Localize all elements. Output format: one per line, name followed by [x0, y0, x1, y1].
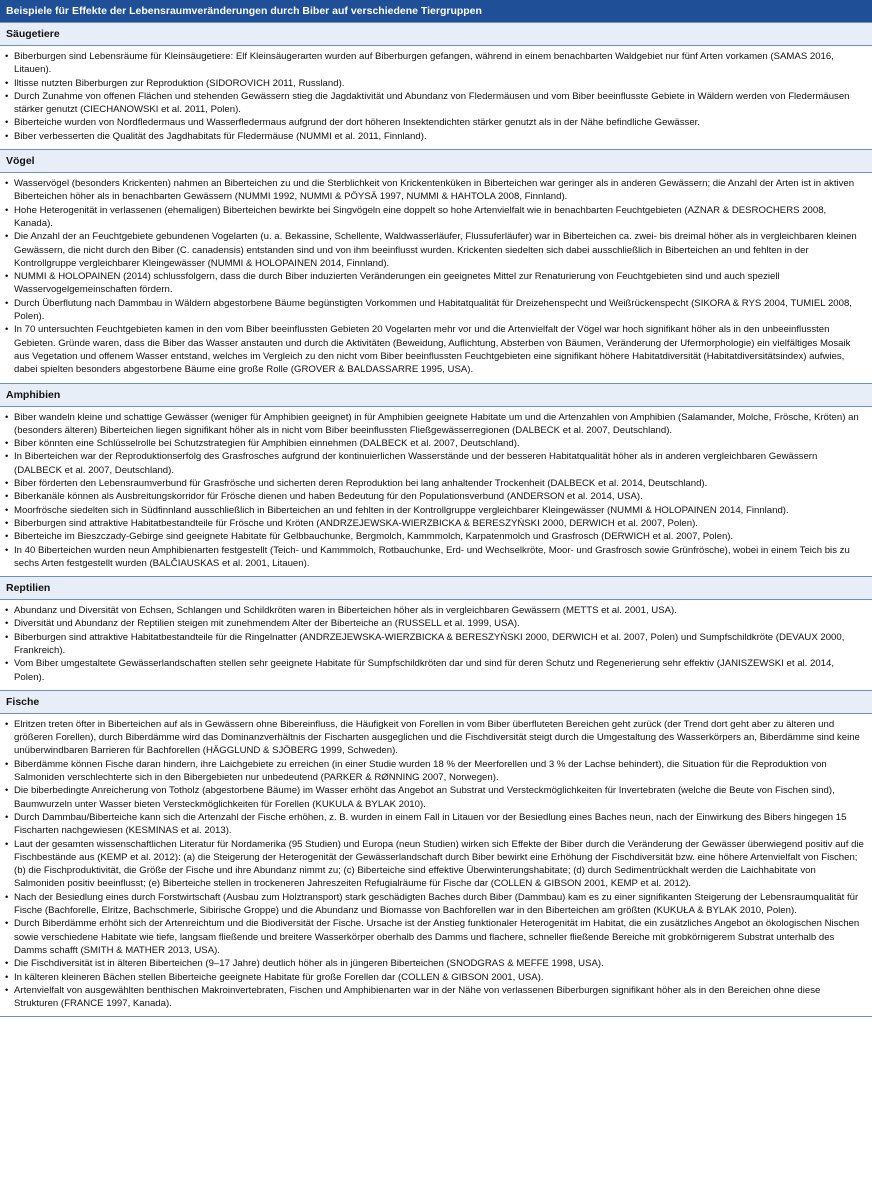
list-item: • Biberburgen sind Lebensräume für Kleinsäugetiere: Elf Kleinsäugerarten wurden auf Biberburgen gefangen, während in einem benachbarten Waldgebiet nur fünf Arten vorkamen (SAMAS 2016, Litauen).: [14, 50, 864, 77]
bullet-list: [0, 45, 872, 149]
bullet-list: [0, 172, 872, 382]
list-item: • Wasservögel (besonders Krickenten) nahmen an Biberteichen zu und die Sterblichkeit von Krickentenküken in Biberteichen war geringer als in anderen Gewässern; die Anzahl der Arten ist in aktiven Biberteichen höher als in benachbarten Gewässern (NUMMI 1992, NUMMI & PÖYSÄ 1997, NUMMI & HAHTOLA 2008, Finnland).: [14, 177, 864, 204]
bullet-list: [0, 406, 872, 577]
table-title: Beispiele für Effekte der Lebensraumveränderungen durch Biber auf verschiedene Tiergruppen: [0, 0, 872, 22]
bullet-list: [0, 713, 872, 1017]
list-item: • Biberburgen sind attraktive Habitatbestandteile für die Ringelnatter (ANDRZEJEWSKA-WIERZBICKA & BERESZYŃSKI 2000, DERWICH et al. 2007, Polen) und Sumpfschildkröte (DEVAUX 2000, Frankreich).: [14, 631, 864, 658]
bullet-list: [0, 599, 872, 690]
list-item: • NUMMI & HOLOPAINEN (2014) schlussfolgern, dass die durch Biber induzierten Veränderungen ein geeignetes Mittel zur Renaturierung von Feuchtgebieten sind und auch speziell Wasservogelgemeinschaften fördern.: [14, 270, 864, 297]
list-item: • Biber förderten den Lebensraumverbund für Grasfrösche und sicherten deren Reproduktion bei lang anhaltender Trockenheit (DALBECK et al. 2014, Deutschland).: [14, 477, 864, 490]
list-item: • Die biberbedingte Anreicherung von Totholz (abgestorbene Bäume) im Wasser erhöht das Angebot an Substrat und Versteckmöglichkeiten für Invertebraten (welche die Beute von Fischen sind), Baumwurzeln unter Wasser bieten Versteckmöglichkeiten für Forellen (KUKULA & BYLAK 2010).: [14, 784, 864, 811]
list-item: • Durch Überflutung nach Dammbau in Wäldern abgestorbene Bäume begünstigten Vorkommen und Habitatqualität für Dreizehenspecht und Weißrückenspecht (SIKORA & RYS 2004, TUMIEL 2008, Polen).: [14, 297, 864, 324]
list-item: • Abundanz und Diversität von Echsen, Schlangen und Schildkröten waren in Biberteichen höher als in vergleichbaren Gewässern (METTS et al. 2001, USA).: [14, 604, 864, 617]
section-heading: Vögel: [0, 149, 872, 172]
list-item: • Biberburgen sind attraktive Habitatbestandteile für Frösche und Kröten (ANDRZEJEWSKA-WIERZBICKA & BERESZYŃSKI 2000, DERWICH et al. 2007, Polen).: [14, 517, 864, 530]
list-item: • Die Fischdiversität ist in älteren Biberteichen (9–17 Jahre) deutlich höher als in jüngeren Biberteichen (SNODGRAS & MEFFE 1998, USA).: [14, 957, 864, 970]
sections-container: [0, 22, 872, 1016]
list-item: • Die Anzahl der an Feuchtgebiete gebundenen Vogelarten (u. a. Bekassine, Schellente, Waldwasserläufer, Flussuferläufer) war in Biberteichen ca. zwei- bis dreimal höher als in vergleichbaren kleinen Gewässern, die nicht durch den Biber (C. canadensis) entstanden sind und von ihm beeinflusst wurden. Krickenten siedelten sich dabei ausschließlich in Biberteichen an und fehlten in der Kontrollgruppe vergleichbarer Kleingewässer (NUMMI & HOLOPAINEN 2014, Finnland).: [14, 230, 864, 270]
table-bottom-rule: [0, 1016, 872, 1017]
section-heading: Reptilien: [0, 576, 872, 599]
list-item: • Durch Zunahme von offenen Flächen und stehenden Gewässern stieg die Jagdaktivität und Abundanz von Fledermäusen und vom Biber beeinflusste Gebiete in Wäldern werden von Fledermäusen stärker genutzt (CIECHANOWSKI et al. 2011, Polen).: [14, 90, 864, 117]
list-item: • Artenvielfalt von ausgewählten benthischen Makroinvertebraten, Fischen und Amphibienarten war in der Nähe von verlassenen Biberburgen signifikant höher als in den Bereichen ohne diese Strukturen (FRANCE 1997, Kanada).: [14, 984, 864, 1011]
list-item: • Moorfrösche siedelten sich in Südfinnland ausschließlich in Biberteichen an und fehlten in der Kontrollgruppe vergleichbarer Kleingewässer (NUMMI & HOLOPAINEN 2014, Finnland).: [14, 504, 864, 517]
list-item: • Biberteiche im Bieszczady-Gebirge sind geeignete Habitate für Gelbbauchunke, Bergmolch, Kammmolch, Karpatenmolch und Grasfrosch (DERWICH et al. 2007, Polen).: [14, 530, 864, 543]
section-heading: Amphibien: [0, 383, 872, 406]
list-item: • Biberdämme können Fische daran hindern, ihre Laichgebiete zu erreichen (in einer Studie wurden 18 % der Meerforellen und 3 % der Lachse behindert), die Situation für die Reproduktion von Salmoniden verschlechterte sich in den Bibergebieten nur unbedeutend (PARKER & RØNNING 2007, Norwegen).: [14, 758, 864, 785]
list-item: • Vom Biber umgestaltete Gewässerlandschaften stellen sehr geeignete Habitate für Sumpfschildkröten dar und sind für deren Schutz und Regenerierung sehr effektiv (JANISZEWSKI et al. 2014, Polen).: [14, 657, 864, 684]
list-item: • Laut der gesamten wissenschaftlichen Literatur für Nordamerika (95 Studien) und Europa (neun Studien) wirken sich Effekte der Biber durch die Veränderung der Gewässer überwiegend positiv auf die Fischbestände aus (KEMP et al. 2012): (a) die Steigerung der Heterogenität der Gewässerlandschaft durch Biber bewirkt eine Erhöhung der Fischdiversität bzw. eine höhere Artenvielfalt von Fischen; (b) die Fischproduktivität, die Größe der Fische und ihre Abundanz nimmt zu; (c) Biberteiche sind effektive Überwinterungshabitate; (d) durch Sedimentrückhalt werden die Laichhabitate von Salmoniden positiv beeinflusst; (e) Biberteiche stellen in trockeneren Jahreszeiten Refugialräume für Fische dar (COLLEN & GIBSON 2001, KEMP et al. 2012).: [14, 838, 864, 891]
list-item: • Iltisse nutzten Biberburgen zur Reproduktion (SIDOROVICH 2011, Russland).: [14, 77, 864, 90]
list-item: • Durch Dammbau/Biberteiche kann sich die Artenzahl der Fische erhöhen, z. B. wurden in einem Fall in Litauen vor der Besiedlung eines Baches neun, nach der Einwirkung des Bibers hingegen 15 Fischarten nachgewiesen (KESMINAS et al. 2013).: [14, 811, 864, 838]
list-item: • Diversität und Abundanz der Reptilien steigen mit zunehmendem Alter der Biberteiche an (RUSSELL et al. 1999, USA).: [14, 617, 864, 630]
list-item: • Hohe Heterogenität in verlassenen (ehemaligen) Biberteichen bewirkte bei Singvögeln eine doppelt so hohe Artenvielfalt wie in benachbarten Feuchtgebieten (AZNAR & DESROCHERS 2008, Kanada).: [14, 204, 864, 231]
list-item: • Biberteiche wurden von Nordfledermaus und Wasserfledermaus aufgrund der dort höheren Insektendichten stärker genutzt als in der Nähe befindliche Gewässer.: [14, 116, 864, 129]
list-item: • In 40 Biberteichen wurden neun Amphibienarten festgestellt (Teich- und Kammmolch, Rotbauchunke, Erd- und Wechselkröte, Moor- und Grasfrosch sowie Grünfrösche), wobei in einem Teich bis zu sechs Arten festgestellt wurden (BALČIAUSKAS et al. 2001, Litauen).: [14, 544, 864, 571]
list-item: • In kälteren kleineren Bächen stellen Biberteiche geeignete Habitate für große Forellen dar (COLLEN & GIBSON 2001, USA).: [14, 971, 864, 984]
list-item: • Biber könnten eine Schlüsselrolle bei Schutzstrategien für Amphibien einnehmen (DALBECK et al. 2007, Deutschland).: [14, 437, 864, 450]
list-item: • In 70 untersuchten Feuchtgebieten kamen in den vom Biber beeinflussten Gebieten 20 Vogelarten mehr vor und die Artenvielfalt der Vögel war hoch signifikant höher als in den unbeeinflussten Gebieten. Gründe waren, dass die Biber das Wasser anstauten und durch die Aktivitäten (Beweidung, Auflichtung, Absterben von Bäumen, Veränderung der Ufermorphologie) ein vielfältiges Mosaik aus Vegetation und offenem Wasser entstand, welches im Vergleich zu den nicht vom Biber beeinflussten Feuchtgebieten eine signifikant höhere Habitatdiversität (Habitatdiversitätsindex) aufwies, dabei spielten besonders abgestorbene Bäume eine große Rolle (GROVER & BALDASSARRE 1995, USA).: [14, 323, 864, 376]
list-item: • Biber wandeln kleine und schattige Gewässer (weniger für Amphibien geeignet) in für Amphibien geeignete Habitate um und die Artenzahlen von Amphibien (Salamander, Molche, Frösche, Kröten) an (besonders älteren) Biberteichen liegen signifikant höher als in nicht vom Biber beeinflussten Fließgewässerregionen (DALBECK et al. 2007, Deutschland).: [14, 411, 864, 438]
list-item: • Biberkanäle können als Ausbreitungskorridor für Frösche dienen und haben Bedeutung für den Populationsverbund (ANDERSON et al. 2014, USA).: [14, 490, 864, 503]
list-item: • Biber verbesserten die Qualität des Jagdhabitats für Fledermäuse (NUMMI et al. 2011, Finnland).: [14, 130, 864, 143]
list-item: • In Biberteichen war der Reproduktionserfolg des Grasfrosches aufgrund der kontinuierlichen Wasserstände und der besseren Habitatqualität höher als in anderen vergleichbaren Gewässern (DALBECK et al. 2007, Deutschland).: [14, 450, 864, 477]
list-item: • Elritzen treten öfter in Biberteichen auf als in Gewässern ohne Bibereinfluss, die Häufigkeit von Forellen in vom Biber überfluteten Bereichen geht zurück (der Trend dort geht aber zu älteren und größeren Forellen), durch Biberdämme wird das Dominanzverhältnis der Fischarten ausgeglichen und die Fischdiversität steigt durch die Umgestaltung des Wasserkörpers an, Biberdämme sind keine unüberwindbaren Barrieren für Bachforellen (HÄGGLUND & SJÖBERG 1999, Schweden).: [14, 718, 864, 758]
list-item: • Nach der Besiedlung eines durch Forstwirtschaft (Ausbau zum Holztransport) stark geschädigten Baches durch Biber (Dammbau) kam es zu einer signifikanten Steigerung der Lebensraumqualität für Fische (Bachforelle, Elritze, Bachschmerle, Sibirische Groppe) und die Abundanz und Biomasse von Bachforellen war in den Biberteichen am größten (KUKUŁA & BYLAK 2010, Polen).: [14, 891, 864, 918]
section-heading: Fische: [0, 690, 872, 713]
section-heading: Säugetiere: [0, 22, 872, 45]
list-item: • Durch Biberdämme erhöht sich der Artenreichtum und die Biodiversität der Fische. Ursache ist der Anstieg funktionaler Heterogenität im Habitat, die ein zusätzliches Angebot an ökologischen Nischen sowie verschiedene Habitate wie tiefe, langsam fließende und breitere Wasserkörper oberhalb des Damms und flachere, schneller fließende Bereiche mit grobkörnigerem Substrat unterhalb des Damms schafft (SMITH & MATHER 2013, USA).: [14, 917, 864, 957]
